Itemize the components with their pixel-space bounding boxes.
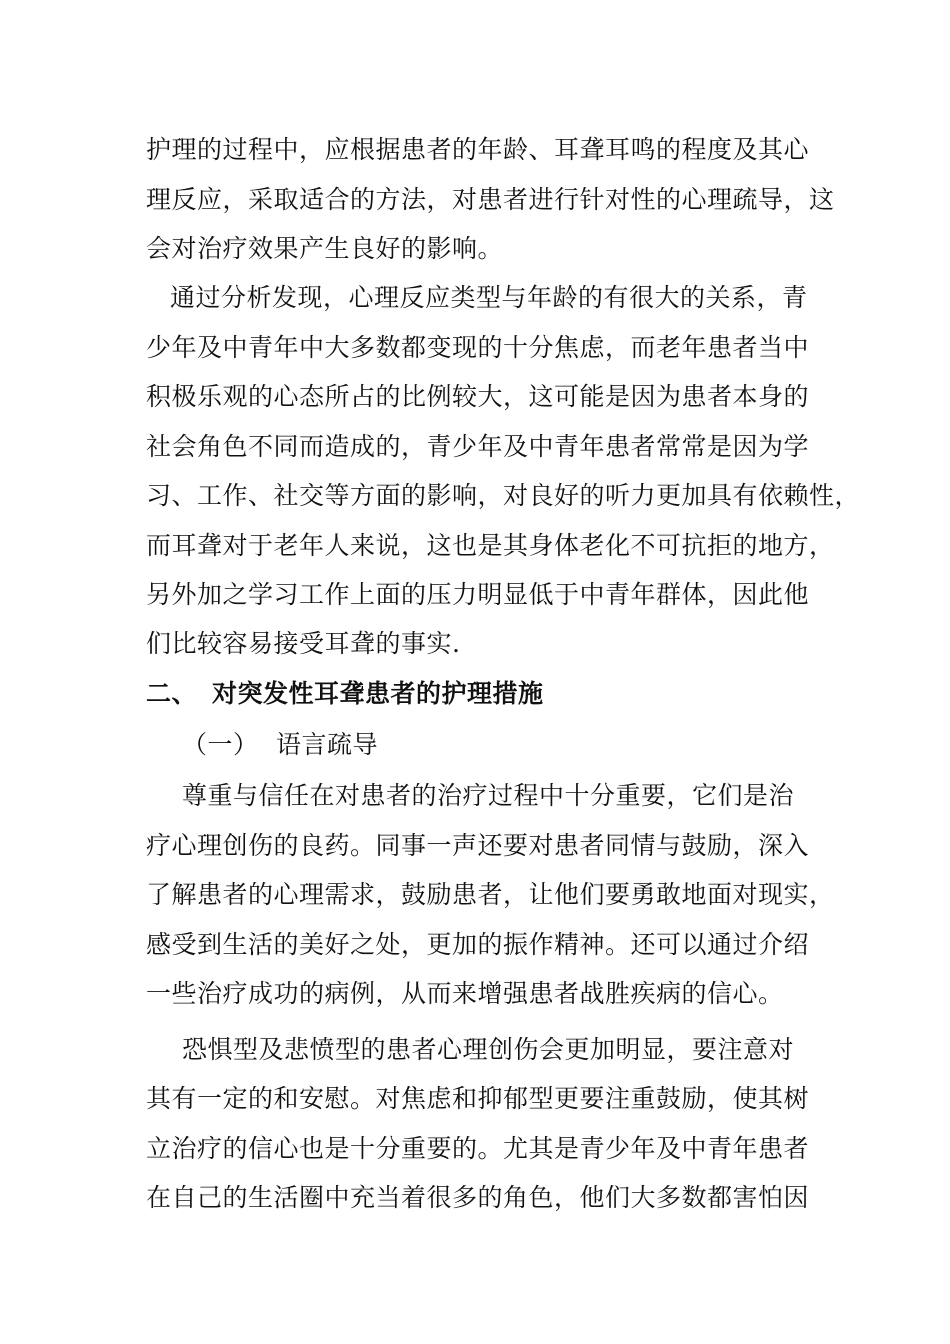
subsection-title: 语言疏导 [276,730,379,759]
paragraph-3-line-5: 一些治疗成功的病例，从而来增强患者战胜疾病的信心。 [146,979,784,1008]
paragraph-2-line-6: 而耳聋对于老年人来说，这也是其身体老化不可抗拒的地方， [146,531,835,560]
subsection-heading [182,728,862,762]
paragraph-3-line-2: 疗心理创伤的良药。同事一声还要对患者同情与鼓励，深入 [146,831,810,860]
paragraph-2-line-7: 另外加之学习工作上面的压力明显低于中青年群体，因此他 [146,580,810,609]
paragraph-2-line-5: 习、工作、社交等方面的影响，对良好的听力更加具有依赖性， [146,481,861,510]
paragraph-4-line-2: 其有一定的和安慰。对焦虑和抑郁型更要注重鼓励，使其树 [146,1084,810,1113]
paragraph-2-line-8: 们比较容易接受耳聋的事实. [146,629,461,658]
paragraph-2-line-3: 积极乐观的心态所占的比例较大，这可能是因为患者本身的 [146,382,810,411]
subsection-number: （一） [182,730,259,759]
paragraph-3-line-1: 尊重与信任在对患者的治疗过程中十分重要，它们是治 [182,781,795,810]
section-number: 二、 [146,679,198,708]
paragraph-4-line-3: 立治疗的信心也是十分重要的。尤其是青少年及中青年患者 [146,1134,810,1163]
paragraph-3-line-3: 了解患者的心理需求，鼓励患者，让他们要勇敢地面对现实， [146,880,835,909]
paragraph-4-line-1: 恐惧型及悲愤型的患者心理创伤会更加明显，要注意对 [182,1035,795,1064]
paragraph-2-line-4: 社会角色不同而造成的，青少年及中青年患者常常是因为学 [146,432,810,461]
section-heading [146,677,826,711]
section-title: 对突发性耳聋患者的护理措施 [212,679,544,708]
paragraph-1-line-2: 理反应，采取适合的方法，对患者进行针对性的心理疏导，这 [146,185,835,214]
paragraph-2-line-1: 通过分析发现，心理反应类型与年龄的有很大的关系，青 [170,283,808,312]
paragraph-1-line-3: 会对治疗效果产生良好的影响。 [146,234,504,263]
paragraph-4-line-4: 在自己的生活圈中充当着很多的角色，他们大多数都害怕因 [146,1183,810,1212]
paragraph-2-line-2: 少年及中青年中大多数都变现的十分焦虑，而老年患者当中 [146,333,810,362]
paragraph-1-line-1: 护理的过程中，应根据患者的年龄、耳聋耳鸣的程度及其心 [146,135,810,164]
paragraph-3-line-4: 感受到生活的美好之处，更加的振作精神。还可以通过介绍 [146,930,810,959]
